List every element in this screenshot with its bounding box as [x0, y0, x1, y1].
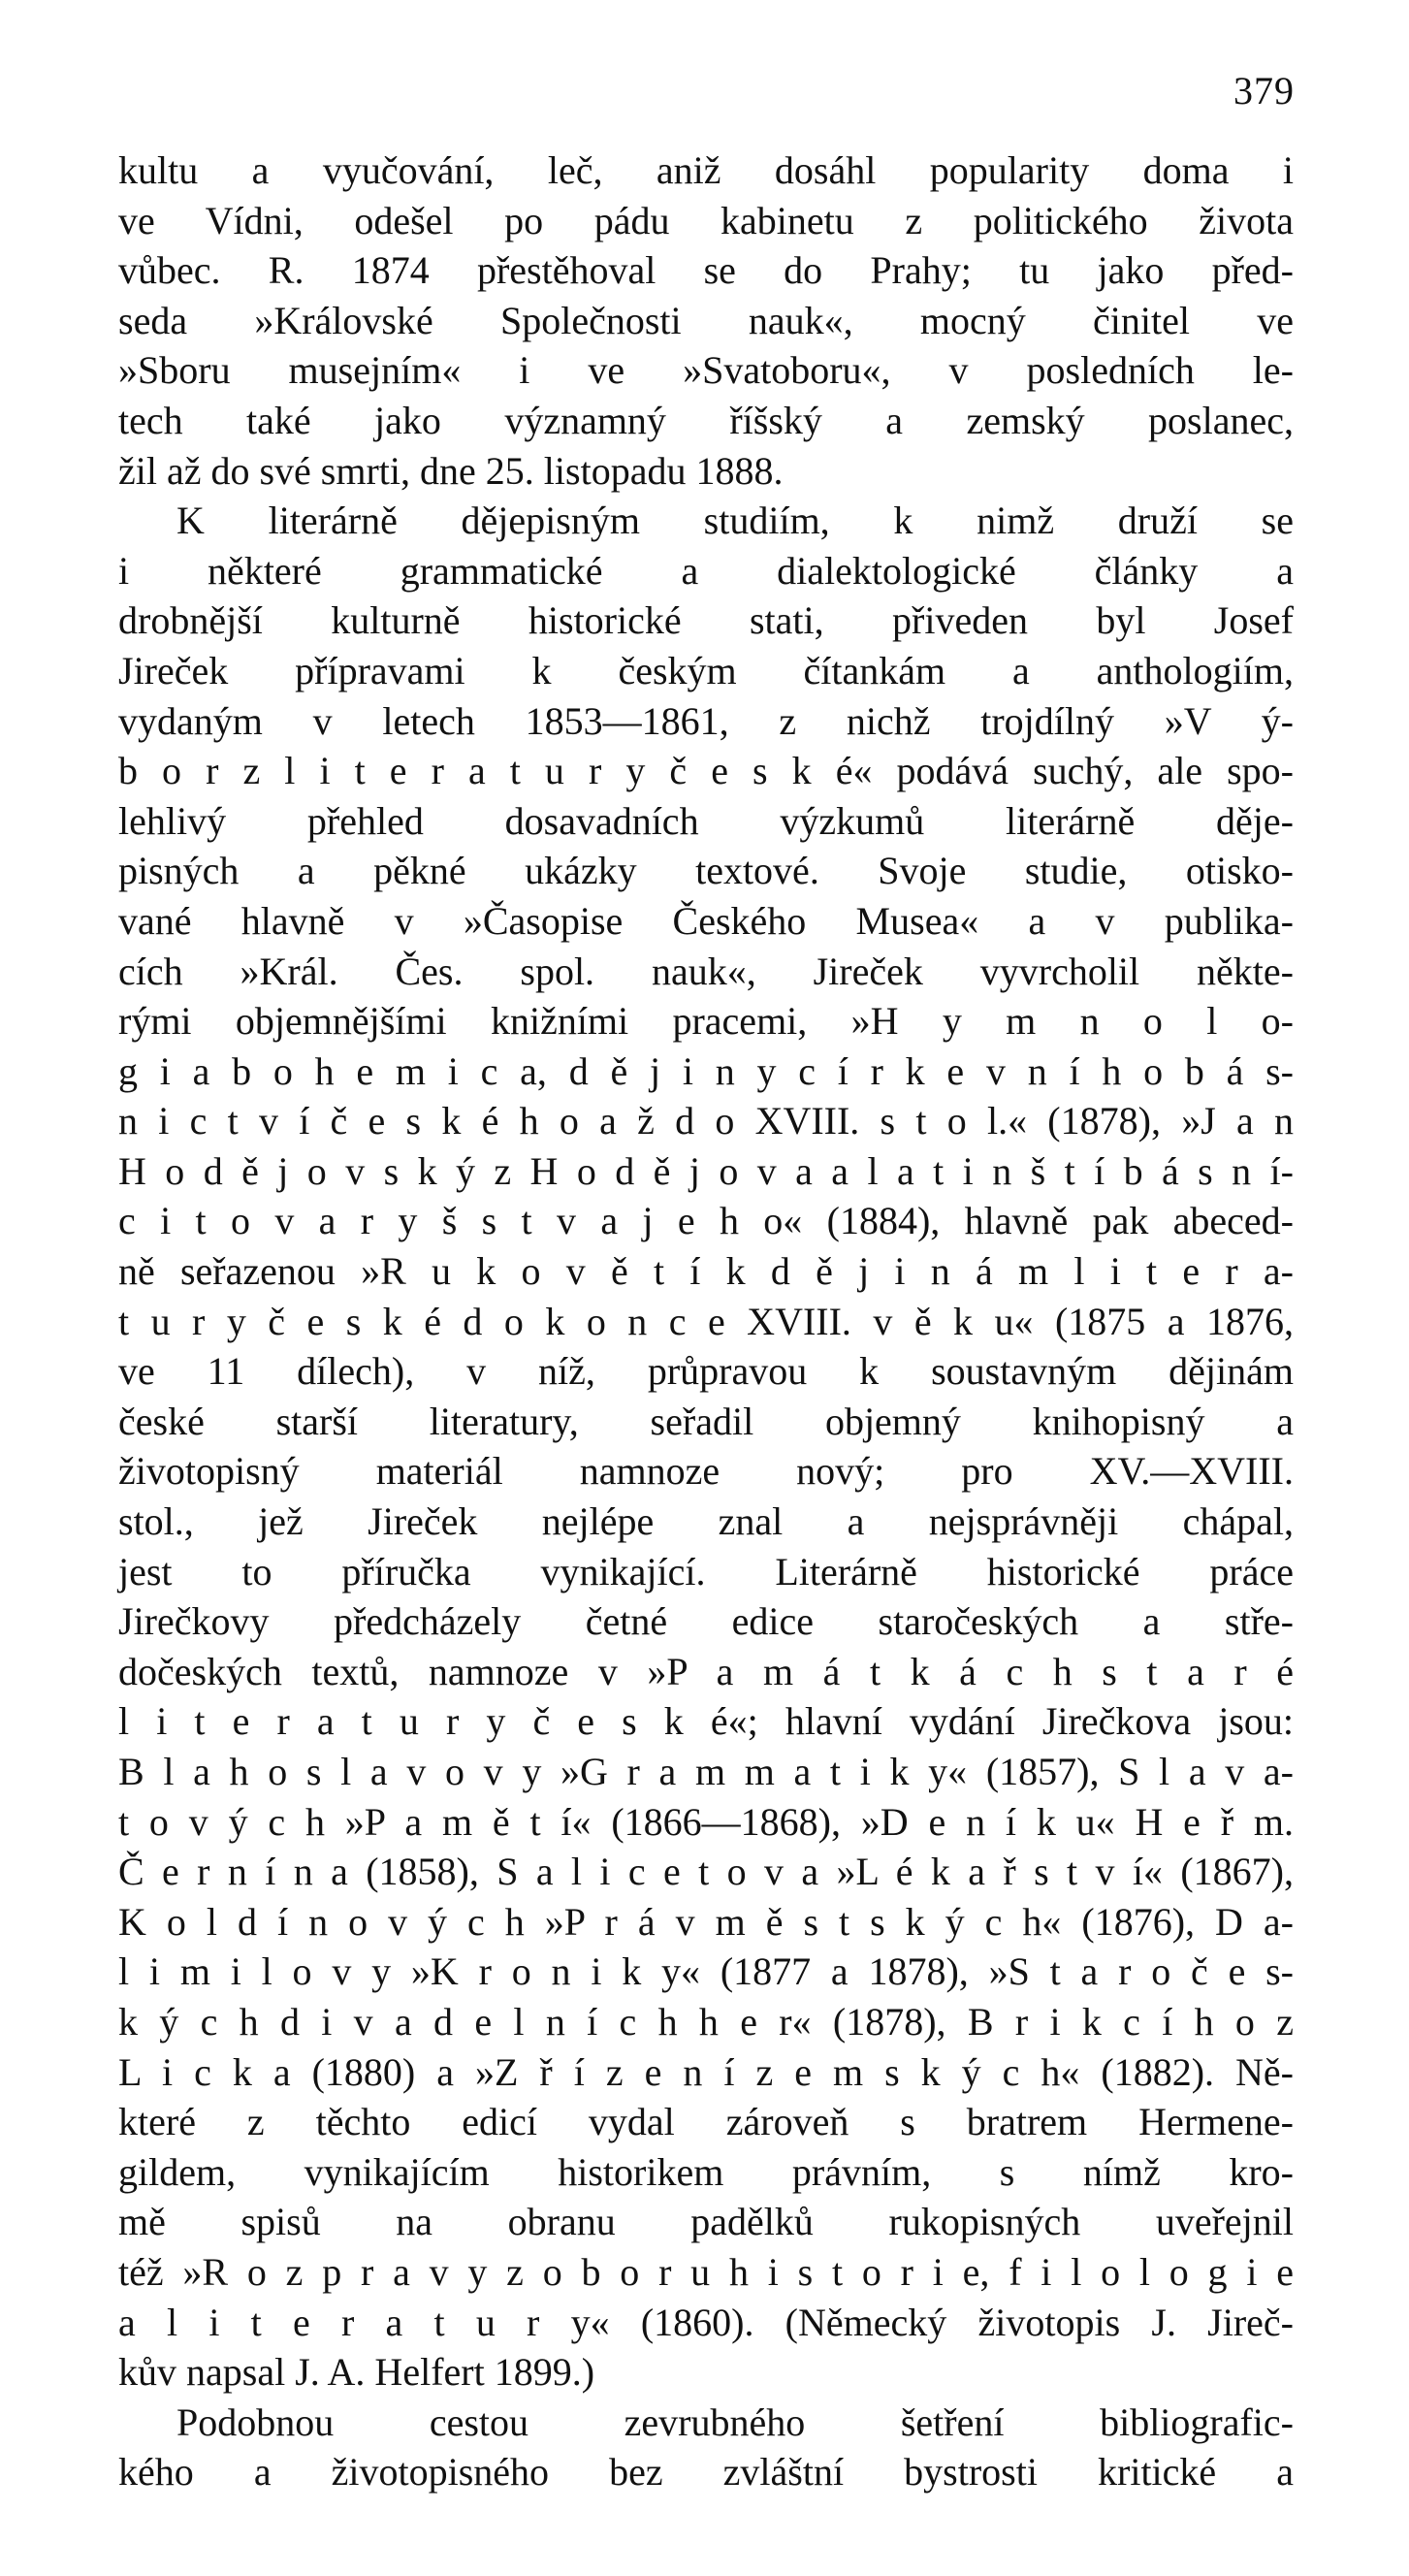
text-line: n i c t v í č e s k é h o a ž d o XVIII. s t o l.« (1878), »J a n: [118, 1099, 1294, 1143]
text-line: vydaným v letech 1853—1861, z nichž trojdílný »V ý-: [118, 698, 1294, 743]
text-line: Jireček přípravami k českým čítankám a anthologiím,: [118, 648, 1294, 692]
text-line: H o d ě j o v s k ý z H o d ě j o v a a l a t i n š t í b á s n í-: [118, 1148, 1294, 1193]
text-line: t u r y č e s k é d o k o n c e XVIII. v ě k u« (1875 a 1876,: [118, 1299, 1294, 1343]
text-line: cích »Král. Čes. spol. nauk«, Jireček vyvrcholil někte-: [118, 949, 1294, 993]
text-line: kultu a vyučování, leč, aniž dosáhl popularity doma i: [118, 148, 1294, 192]
text-line: dočeských textů, namnoze v »P a m á t k á c h s t a r é: [118, 1649, 1294, 1693]
text-line: české starší literatury, seřadil objemný knihopisný a: [118, 1399, 1294, 1443]
text-line: životopisný materiál namnoze nový; pro XV.—XVIII.: [118, 1449, 1294, 1494]
text-line: l i t e r a t u r y č e s k é«; hlavní vydání Jirečkova jsou:: [118, 1699, 1294, 1744]
text-line: c i t o v a r y š s t v a j e h o« (1884), hlavně pak abeced-: [118, 1199, 1294, 1243]
text-line: Č e r n í n a (1858), S a l i c e t o v a »L é k a ř s t v í« (1867),: [118, 1850, 1294, 1894]
text-line: l i m i l o v y »K r o n i k y« (1877 a 1878), »S t a r o č e s-: [118, 1949, 1294, 1994]
text-line: drobnější kulturně historické stati, přiveden byl Josef: [118, 598, 1294, 643]
text-line: rými objemnějšími knižními pracemi, »H y m n o l o-: [118, 999, 1294, 1044]
text-line: B l a h o s l a v o v y »G r a m m a t i k y« (1857), S l a v a-: [118, 1750, 1294, 1793]
text-line: b o r z l i t e r a t u r y č e s k é« podává suchý, ale spo-: [118, 749, 1294, 793]
text-line: vané hlavně v »Časopise Českého Musea« a v publika-: [118, 898, 1294, 943]
text-line: lehlivý přehled dosavadních výzkumů literárně děje-: [118, 798, 1294, 843]
text-line: t o v ý c h »P a m ě t í« (1866—1868), »D e n í k u« H e ř m.: [118, 1799, 1294, 1844]
text-line: tech také jako významný říšský a zemský poslanec,: [118, 398, 1294, 442]
text-line: k ý c h d i v a d e l n í c h h e r« (1878), B r i k c í h o z: [118, 1999, 1294, 2044]
paragraph-start-line: K literárně dějepisným studiím, k nimž druží se: [176, 499, 1294, 543]
body-text: [118, 145, 1294, 2497]
text-line: vůbec. R. 1874 přestěhoval se do Prahy; tu jako před-: [118, 248, 1294, 293]
text-line: Jirečkovy předcházely četné edice staročeských a stře-: [118, 1599, 1294, 1644]
text-line: L i c k a (1880) a »Z ř í z e n í z e m s k ý c h« (1882). Ně-: [118, 2049, 1294, 2094]
text-line: mě spisů na obranu padělků rukopisných uveřejnil: [118, 2200, 1294, 2244]
page-number: 379: [1233, 69, 1295, 113]
text-line: g i a b o h e m i c a, d ě j i n y c í r k e v n í h o b á s-: [118, 1048, 1294, 1093]
paragraph-start-line: Podobnou cestou zevrubného šetření bibliografic-: [176, 2399, 1294, 2444]
text-line: které z těchto edicí vydal zároveň s bratrem Hermene-: [118, 2100, 1294, 2144]
text-line: ně seřazenou »R u k o v ě t í k d ě j i n á m l i t e r a-: [118, 1249, 1294, 1294]
text-line: stol., jež Jireček nejlépe znal a nejsprávněji chápal,: [118, 1499, 1294, 1544]
text-line: seda »Královské Společnosti nauk«, mocný činitel ve: [118, 298, 1294, 342]
text-line: jest to příručka vynikající. Literárně historické práce: [118, 1549, 1294, 1594]
text-line: gildem, vynikajícím historikem právním, s nímž kro-: [118, 2149, 1294, 2194]
text-line: ve Vídni, odešel po pádu kabinetu z politického života: [118, 198, 1294, 242]
text-line: ve 11 dílech), v níž, průpravou k soustavným dějinám: [118, 1349, 1294, 1394]
text-line: též »R o z p r a v y z o b o r u h i s t o r i e, f i l o l o g i e: [118, 2249, 1294, 2294]
text-line: a l i t e r a t u r y« (1860). (Německý životopis J. Jireč-: [118, 2300, 1294, 2344]
paragraph-end-line: žil až do své smrti, dne 25. listopadu 1888.: [118, 448, 784, 493]
text-line: kého a životopisného bez zvláštní bystrosti kritické a: [118, 2450, 1294, 2495]
text-line: i některé grammatické a dialektologické články a: [118, 548, 1294, 593]
text-line: »Sboru musejním« i ve »Svatoboru«, v posledních le-: [118, 348, 1294, 393]
text-line: K o l d í n o v ý c h »P r á v m ě s t s k ý c h« (1876), D a-: [118, 1899, 1294, 1944]
text-line: pisných a pěkné ukázky textové. Svoje studie, otisko-: [118, 849, 1294, 893]
paragraph-end-line: kův napsal J. A. Helfert 1899.): [118, 2350, 595, 2395]
